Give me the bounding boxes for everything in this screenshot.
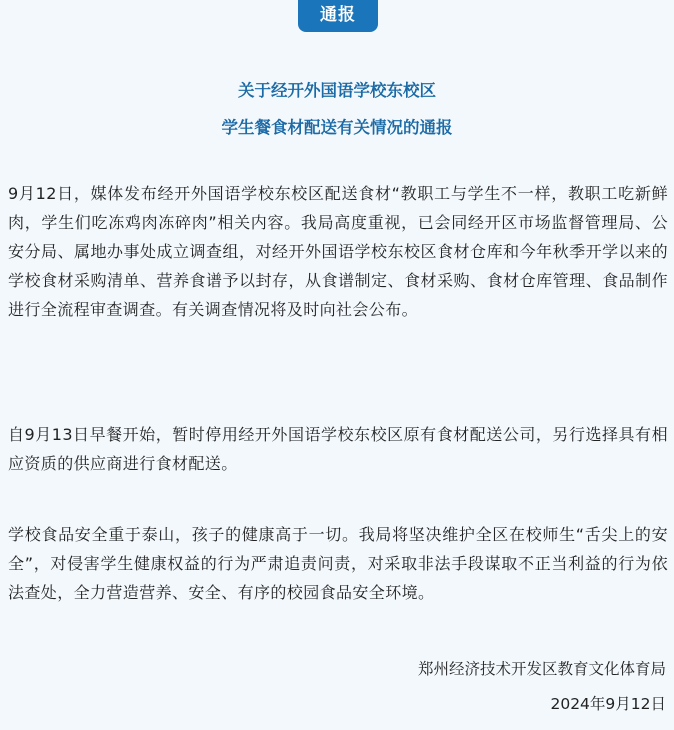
document-title-line-2: 学生餐食材配送有关情况的通报 [221,118,453,137]
notice-badge: 通报 [298,0,378,32]
body-paragraph-2: 自9月13日早餐开始，暂时停用经开外国语学校东校区原有食材配送公司，另行选择具有相应资质的供应商进行食材配送。 [8,425,668,473]
body-paragraph-1: 9月12日，媒体发布经开外国语学校东校区配送食材“教职工与学生不一样，教职工吃新鲜肉，学生们吃冻鸡肉冻碎肉”相关内容。我局高度重视，已会同经开区市场监督管理局、公安分局、属地办事处成立调查组，对经开外国语学校东校区食材仓库和今年秋季开学以来的学校食材采购清单、营养食谱予以封存，从食谱制定、食材采购、食材仓库管理、食品制作进行全流程审查调查。有关调查情况将及时向社会公布。 [8,184,668,319]
issue-date: 2024年9月12日 [550,695,666,713]
body-paragraph-3: 学校食品安全重于泰山，孩子的健康高于一切。我局将坚决维护全区在校师生“舌尖上的安全”，对侵害学生健康权益的行为严肃追责问责，对采取非法手段谋取不正当利益的行为依法查处，全力营造营养、安全、有序的校园食品安全环境。 [8,525,668,602]
document-title-line-1: 关于经开外国语学校东校区 [238,81,436,100]
issuer-signature: 郑州经济技术开发区教育文化体育局 [417,660,666,678]
